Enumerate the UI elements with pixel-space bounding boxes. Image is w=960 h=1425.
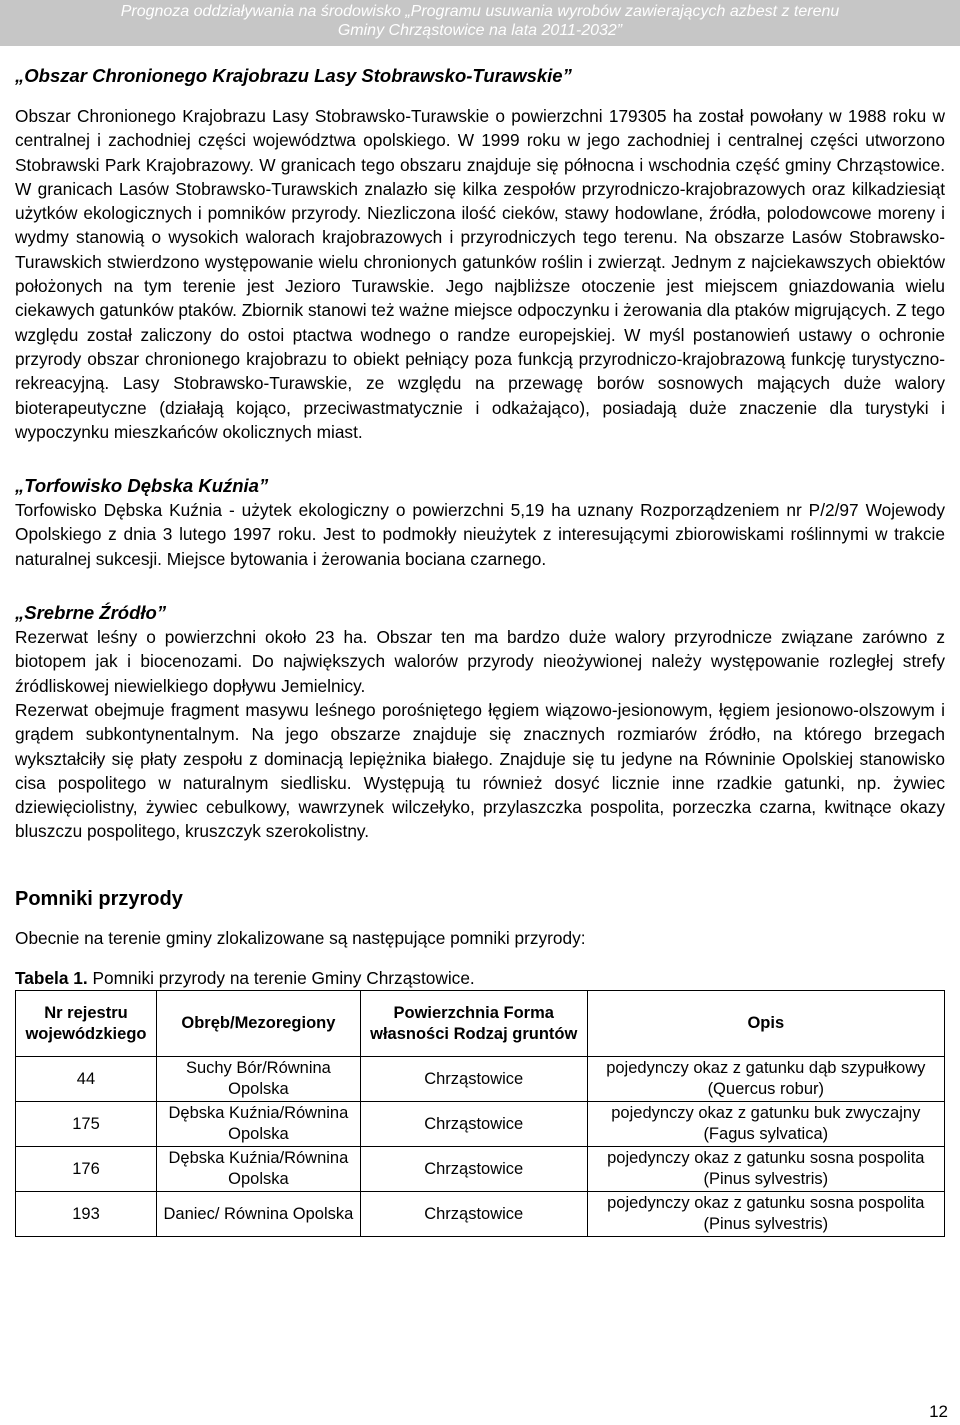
cell-obreb: Daniec/ Równina Opolska xyxy=(156,1192,360,1237)
cell-opis: pojedynczy okaz z gatunku buk zwyczajny (Fagus sylvatica) xyxy=(587,1102,944,1147)
cell-obreb: Dębska Kuźnia/Równina Opolska xyxy=(156,1102,360,1147)
section-body-torfowisko: Torfowisko Dębska Kuźnia - użytek ekologiczny o powierzchni 5,19 ha uznany Rozporządzeniem nr P/2/97 Wojewody Opolskiego z dnia 3 lutego 1997 roku. Jest to podmokły nieużytek z interesującymi zbiorowiskami roślinnymi w trakcie naturalnej sukcesji. Miejsce bytowania i żerowania bociana czarnego. xyxy=(15,500,945,569)
table-caption-label: Tabela 1. xyxy=(15,968,88,989)
cell-forma: Chrząstowice xyxy=(360,1102,587,1147)
table-row xyxy=(16,1147,945,1192)
cell-forma: Chrząstowice xyxy=(360,1057,587,1102)
cell-opis: pojedynczy okaz z gatunku dąb szypułkowy (Quercus robur) xyxy=(587,1057,944,1102)
cell-nr: 176 xyxy=(16,1147,157,1192)
cell-opis: pojedynczy okaz z gatunku sosna pospolita (Pinus sylvestris) xyxy=(587,1192,944,1237)
table-row xyxy=(16,1102,945,1147)
section-body-srebrne-zrodlo-1: Rezerwat leśny o powierzchni około 23 ha. Obszar ten ma bardzo duże walory przyrodnicze związane zarówno z biotopem jak i biocenozami. Do największych walorów przyrody nieożywionej należy występowanie rozległej strefy źródliskowej niewielkiego dopływu Jemielnicy. xyxy=(15,627,945,696)
cell-nr: 175 xyxy=(16,1102,157,1147)
header-line-2: Gminy Chrząstowice na lata 2011-2032” xyxy=(337,22,623,39)
page-header xyxy=(0,0,960,46)
cell-nr: 44 xyxy=(16,1057,157,1102)
section-title-pomniki: Pomniki przyrody xyxy=(15,887,183,910)
pomniki-table xyxy=(15,990,945,1237)
table-row xyxy=(16,1057,945,1102)
header-forma: Powierzchnia Forma własności Rodzaj gruntów xyxy=(360,991,587,1057)
cell-nr: 193 xyxy=(16,1192,157,1237)
header-obreb: Obręb/Mezoregiony xyxy=(156,991,360,1057)
page-number: 12 xyxy=(929,1402,948,1421)
header-line-1: Prognoza oddziaływania na środowisko „Programu usuwania wyrobów zawierających azbest z terenu xyxy=(120,3,840,20)
cell-forma: Chrząstowice xyxy=(360,1192,587,1237)
header-opis: Opis xyxy=(587,991,944,1057)
cell-opis: pojedynczy okaz z gatunku sosna pospolita (Pinus sylvestris) xyxy=(587,1147,944,1192)
cell-forma: Chrząstowice xyxy=(360,1147,587,1192)
section-title-srebrne-zrodlo: „Srebrne Źródło” xyxy=(15,602,167,624)
table-row xyxy=(16,1192,945,1237)
section-intro-pomniki: Obecnie na terenie gminy zlokalizowane są następujące pomniki przyrody: xyxy=(15,927,586,948)
section-body-obszar: Obszar Chronionego Krajobrazu Lasy Stobrawsko-Turawskie o powierzchni 179305 ha został powołany w 1988 roku w centralnej i zachodniej części województwa opolskiego. W 1999 roku w jego zachodniej i centralnej części utworzono Stobrawski Park Krajobrazowy. W granicach tego obszaru znajduje się północna i wschodnia część gminy Chrząstowice. W granicach Lasów Stobrawsko-Turawskich znalazło się kilka zespołów przyrodniczo-krajobrazowych oraz kilkadziesiąt użytków ekologicznych i pomników przyrody. Niezliczona ilość cieków, stawy hodowlane, źródła, polodowcowe moreny i wydmy stanowią o wysokich walorach krajobrazowych i przyrodniczych tego terenu. Na obszarze Lasów Stobrawsko-Turawskich stwierdzono występowanie wielu chronionych gatunków roślin i zwierząt. Jednym z najciekawszych obiektów położonych na tym terenie jest Jezioro Turawskie. Jego najbliższe otoczenie jest miejscem gniazdowania wielu ciekawych gatunków ptaków. Zbiornik stanowi też ważne miejsce odpoczynku i żerowania dla ptaków migrujących. Z tego względu został zaliczony do ostoi ptactwa wodnego o randze europejskiej. W myśl postanowień ustawy o ochronie przyrody obszar chronionego krajobrazu to obiekt pełniący poza funkcją przyrodniczo-krajobrazową funkcję turystyczno-rekreacyjną. Lasy Stobrawsko-Turawskie, ze względu na przewagę borów sosnowych mających duże walory bioterapeutyczne (działają kojąco, przeciwastmatycznie i odkażająco), posiadają duże znaczenie dla turystyki i wypoczynku mieszkańców okolicznych miast. xyxy=(15,106,945,442)
section-body-srebrne-zrodlo-2: Rezerwat obejmuje fragment masywu leśnego porośniętego łęgiem wiązowo-jesionowym, łęgiem jesionowo-olszowym i grądem subkontynentalnym. Na jego obszarze znajduje się znacznych rozmiarów źródło, na którego brzegach wykształciły się płaty zespołu z dominacją lepiężnika białego. Znajduje się tu jedyne na Równinie Opolskiej stanowisko cisa pospolitego w naturalnym siedlisku. Występują tu również dosyć licznie inne rzadkie gatunki, np. żywiec dziewięciolistny, żywiec cebulkowy, wawrzynek wilczełyko, przylaszczka pospolita, porzeczka czarna, kwitnące okazy bluszczu pospolitego, kruszczyk szerokolistny. xyxy=(15,699,945,842)
table-caption xyxy=(15,966,945,990)
table-caption-text: Pomniki przyrody na terenie Gminy Chrząstowice. xyxy=(87,968,475,989)
section-title-obszar: „Obszar Chronionego Krajobrazu Lasy Stobrawsko-Turawskie” xyxy=(15,65,572,86)
header-nr-rejestru: Nr rejestru wojewódzkiego xyxy=(16,991,157,1057)
cell-obreb: Dębska Kuźnia/Równina Opolska xyxy=(156,1147,360,1192)
cell-obreb: Suchy Bór/Równina Opolska xyxy=(156,1057,360,1102)
section-title-torfowisko: „Torfowisko Dębska Kuźnia” xyxy=(15,475,269,497)
table-header-row xyxy=(16,991,945,1057)
document-body xyxy=(15,64,945,1237)
